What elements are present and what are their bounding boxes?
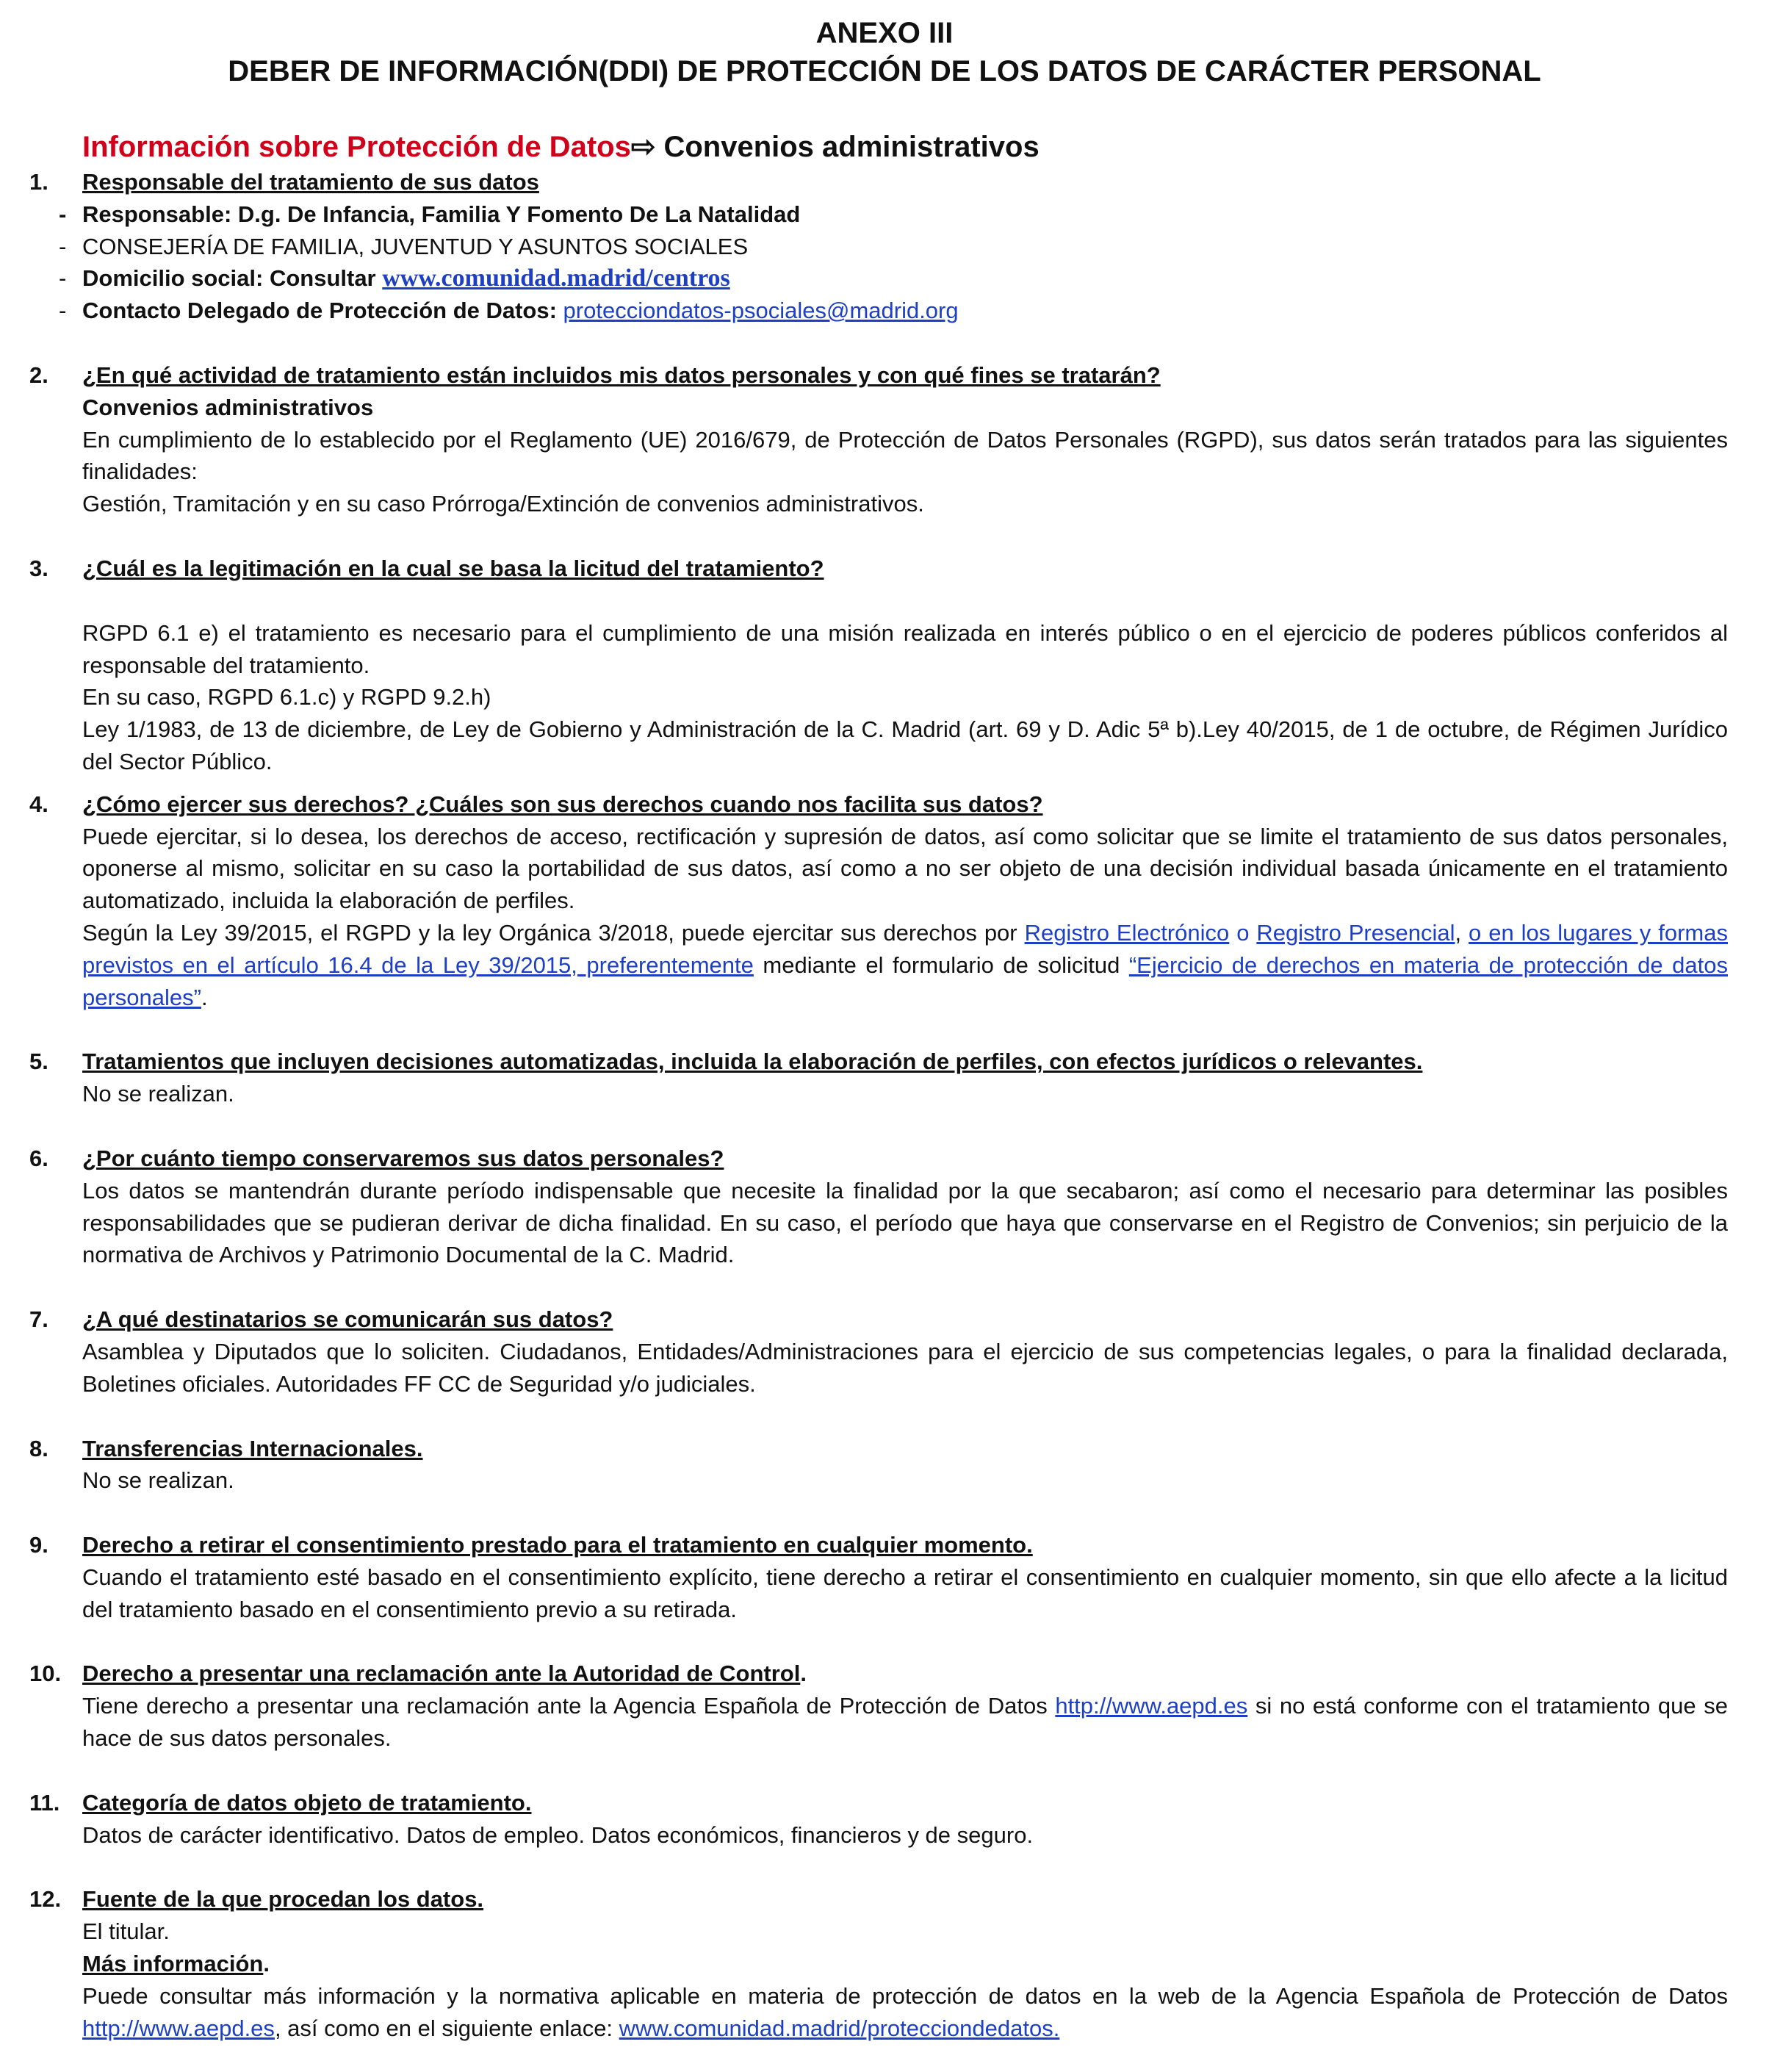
section-4 <box>29 788 1728 1014</box>
section-5 <box>29 1046 1728 1110</box>
more-info-title: Más información <box>82 1951 264 1977</box>
aepd-link[interactable]: http://www.aepd.es <box>1055 1693 1248 1719</box>
section-title: Responsable del tratamiento de sus datos <box>82 169 539 195</box>
section-title: Fuente de la que procedan los datos. <box>82 1886 484 1913</box>
section-number: 6. <box>29 1145 48 1171</box>
section-title: Transferencias Internacionales. <box>82 1435 423 1461</box>
section-heading <box>82 129 1040 165</box>
dash-bullet: - <box>59 201 67 227</box>
paragraph: En su caso, RGPD 6.1.c) y RGPD 9.2.h) <box>82 684 491 711</box>
section-12 <box>29 1883 1728 2044</box>
text: Tiene derecho a presentar una reclamación ante la Agencia Española de Protección de Datos <box>82 1693 1056 1719</box>
paragraph: Cuando el tratamiento esté basado en el consentimiento explícito, tiene derecho a retirar el consentimiento en cualquier momento, sin que ello afecte a la licitud del tratamiento basado en el consentimiento previo a su retirada. <box>82 1564 1728 1622</box>
section-number: 12. <box>29 1886 62 1913</box>
section-1 <box>29 166 1728 327</box>
title-period: . <box>263 1951 270 1977</box>
section-number: 11. <box>29 1789 60 1816</box>
more-info-title-wrap <box>82 1948 1728 1980</box>
section-title: Categoría de datos objeto de tratamiento. <box>82 1789 532 1816</box>
dash-bullet: - <box>59 233 67 259</box>
registro-presencial-link[interactable]: Registro Presencial <box>1256 919 1455 946</box>
section-11 <box>29 1787 1728 1852</box>
email-link[interactable]: protecciondatos-psociales@madrid.org <box>563 298 959 324</box>
section-9 <box>29 1529 1728 1625</box>
paragraph <box>82 917 1728 1013</box>
centros-link[interactable]: www.comunidad.madrid/centros <box>382 265 730 292</box>
paragraph <box>82 1690 1728 1755</box>
section-title: ¿Cómo ejercer sus derechos? ¿Cuáles son sus derechos cuando nos facilita sus datos? <box>82 791 1043 817</box>
text: o <box>1229 919 1257 946</box>
paragraph: Puede ejercitar, si lo desea, los derechos de acceso, rectificación y supresión de datos, así como solicitar que se limite el tratamiento de sus datos personales, oponerse al mismo, solicitar en su caso la portabilidad de sus datos, así como a no ser objeto de una decisión individual basada únicamente en el tratamiento automatizado, incluida la elaboración de perfiles. <box>82 823 1728 914</box>
section-6 <box>29 1143 1728 1271</box>
aepd-link[interactable]: http://www.aepd.es <box>82 2015 275 2041</box>
text: mediante el formulario de solicitud <box>753 952 1129 978</box>
consejeria-text: CONSEJERÍA DE FAMILIA, JUVENTUD Y ASUNTOS SOCIALES <box>82 233 749 259</box>
section-number: 9. <box>29 1532 48 1558</box>
section-title: Derecho a retirar el consentimiento prestado para el tratamiento en cualquier momento. <box>82 1532 1033 1558</box>
heading-red-text: Información sobre Protección de Datos <box>82 131 631 163</box>
section-number: 10. <box>29 1661 62 1687</box>
section-number: 3. <box>29 555 48 581</box>
section-title: ¿A qué destinatarios se comunicarán sus datos? <box>82 1306 613 1333</box>
document-body <box>29 166 1728 2044</box>
heading-black-text: Convenios administrativos <box>655 131 1040 163</box>
section-7 <box>29 1303 1728 1400</box>
list-item-contacto <box>59 295 1728 327</box>
paragraph: RGPD 6.1 e) el tratamiento es necesario para el cumplimiento de una misión realizada en interés público o en el ejercicio de poderes públicos conferidos al responsable del tratamiento. <box>82 619 1728 678</box>
section-number: 2. <box>29 361 48 388</box>
arrow-right-icon: ⇨ <box>630 131 656 163</box>
text: si no está conforme con el tratamiento que se hace de sus datos personales. <box>82 1693 1728 1752</box>
paragraph: Ley 1/1983, de 13 de diciembre, de Ley de Gobierno y Administración de la C. Madrid (art. 69 y D. Adic 5ª b).Ley 40/2015, de 1 de octubre, de Régimen Jurídico del Sector Público. <box>82 716 1728 774</box>
section-subtitle: Convenios administrativos <box>82 394 374 420</box>
section-number: 1. <box>29 169 48 195</box>
section-2 <box>29 359 1728 520</box>
section-number: 8. <box>29 1435 48 1461</box>
section-10 <box>29 1658 1728 1754</box>
section-title: ¿Cuál es la legitimación en la cual se basa la licitud del tratamiento? <box>82 555 824 581</box>
text: , así como en el siguiente enlace: <box>274 2015 619 2041</box>
annex-title: ANEXO III <box>815 17 954 49</box>
list-item-domicilio <box>59 262 1728 295</box>
section-title: ¿Por cuánto tiempo conservaremos sus datos personales? <box>82 1145 724 1171</box>
dash-bullet: - <box>59 265 67 292</box>
registro-electronico-link[interactable]: Registro Electrónico <box>1024 919 1230 946</box>
section-title: ¿En qué actividad de tratamiento están incluidos mis datos personales y con qué fines se tratarán? <box>82 361 1161 388</box>
section-number: 7. <box>29 1306 48 1333</box>
section-8 <box>29 1433 1728 1497</box>
dash-bullet: - <box>59 298 67 324</box>
text: Puede consultar más información y la normativa aplicable en materia de protección de datos en la web de la Agencia Española de Protección de Datos <box>82 1982 1728 2009</box>
paragraph: Gestión, Tramitación y en su caso Prórroga/Extinción de convenios administrativos. <box>82 491 924 517</box>
document-title: DEBER DE INFORMACIÓN(DDI) DE PROTECCIÓN DE LOS DATOS DE CARÁCTER PERSONAL <box>228 55 1541 87</box>
list-item-consejeria <box>59 231 1728 263</box>
paragraph: No se realizan. <box>82 1467 234 1494</box>
paragraph: En cumplimiento de lo establecido por el Reglamento (UE) 2016/679, de Protección de Datos Personales (RGPD), sus datos serán tratados para las siguientes finalidades: <box>82 426 1728 485</box>
paragraph: Los datos se mantendrán durante período indispensable que necesite la finalidad por la que secabaron; así como el necesario para determinar las posibles responsabilidades que se pudieran derivar de dicha finalidad. En su caso, el período que haya que conservarse en el Registro de Convenios; sin perjuicio de la normativa de Archivos y Patrimonio Documental de la C. Madrid. <box>82 1177 1728 1268</box>
formulario-link[interactable]: “Ejercicio de derechos en materia de protección de datos personales” <box>82 952 1728 1010</box>
section-title: Derecho a presentar una reclamación ante la Autoridad de Control <box>82 1661 801 1687</box>
lugares-link[interactable]: o en los lugares y formas previstos en el artículo 16.4 de la Ley 39/2015, preferentemente <box>82 919 1728 978</box>
contacto-label: Contacto Delegado de Protección de Datos: <box>82 298 563 324</box>
responsable-text: Responsable: D.g. De Infancia, Familia Y Fomento De La Natalidad <box>82 201 801 227</box>
paragraph <box>82 1980 1728 2045</box>
list-item-responsable <box>59 198 1728 231</box>
section-number: 5. <box>29 1048 48 1075</box>
text: , <box>1455 919 1469 946</box>
paragraph: Asamblea y Diputados que lo soliciten. Ciudadanos, Entidades/Administraciones para el ejercicio de sus competencias legales, o para la finalidad declarada, Boletines oficiales. Autoridades FF CC de Seguridad y/o judiciales. <box>82 1338 1728 1397</box>
paragraph: No se realizan. <box>82 1081 234 1107</box>
title-period: . <box>800 1661 807 1687</box>
proteccion-datos-link[interactable]: www.comunidad.madrid/protecciondedatos. <box>619 2015 1060 2041</box>
paragraph: Datos de carácter identificativo. Datos de empleo. Datos económicos, financieros y de seguro. <box>82 1821 1034 1848</box>
section-3 <box>29 553 1728 778</box>
section-title-wrap <box>82 1658 1728 1690</box>
text: Según la Ley 39/2015, el RGPD y la ley Orgánica 3/2018, puede ejercitar sus derechos por <box>82 919 1025 946</box>
paragraph: El titular. <box>82 1918 170 1945</box>
domicilio-label: Domicilio social: Consultar <box>82 265 383 292</box>
section-title: Tratamientos que incluyen decisiones automatizadas, incluida la elaboración de perfiles, con efectos jurídicos o relevantes. <box>82 1048 1423 1075</box>
text: . <box>201 984 208 1010</box>
section-number: 4. <box>29 791 48 817</box>
